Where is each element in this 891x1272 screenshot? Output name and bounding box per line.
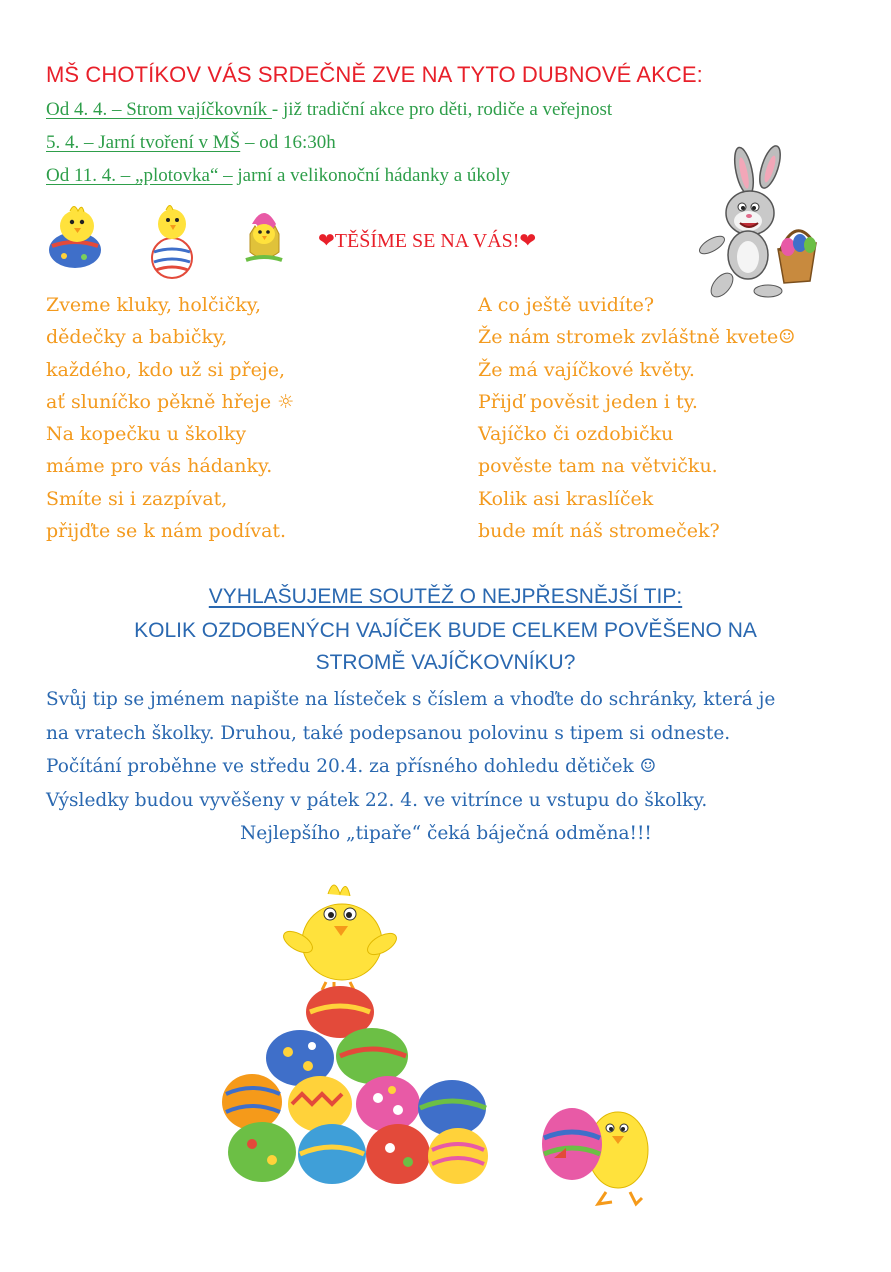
event-1-link[interactable]: Od 4. 4. – Strom vajíčkovník [46, 99, 272, 120]
easter-bunny-icon [692, 145, 822, 303]
poem-line: ať sluníčko pěkně hřeje ☼ [46, 390, 295, 413]
poem-line: každého, kdo už si přeje, [46, 358, 285, 381]
chick-hugging-egg-icon [536, 1098, 656, 1210]
contest-body-line: Výsledky budou vyvěšeny v pátek 22. 4. ve vitrínce u vstupu do školky. [46, 789, 708, 811]
poem-line: Přijď pověsit jeden i ty. [478, 390, 698, 413]
poem-line: A co ještě uvidíte? [478, 294, 655, 316]
contest-body [46, 683, 846, 851]
event-line-1 [46, 99, 612, 121]
page-title: MŠ CHOTÍKOV VÁS SRDEČNĚ ZVE NA TYTO DUBNOVÉ AKCE: [46, 62, 703, 87]
contest-body-line: Počítání proběhne ve středu 20.4. za přísného dohledu dětiček ☺ [46, 756, 657, 777]
greeting-text: TĚŠÍME SE NA VÁS! [334, 230, 520, 252]
event-2-desc: – od 16:30h [240, 132, 336, 153]
poem-line: Zveme kluky, holčičky, [46, 294, 261, 316]
event-1-desc: - již tradiční akce pro děti, rodiče a veřejnost [271, 99, 613, 120]
heart-icon: ❤ [318, 230, 335, 252]
greeting [318, 228, 536, 253]
event-2-link[interactable]: 5. 4. – Jarní tvoření v MŠ [46, 132, 241, 153]
hatching-chick-icon [244, 204, 284, 264]
egg-pile-with-chick-icon [222, 872, 502, 1202]
poem-line: pověste tam na větvičku. [478, 455, 718, 478]
poem-left [46, 289, 294, 547]
contest-question-1: KOLIK OZDOBENÝCH VAJÍČEK BUDE CELKEM POVĚŠENO NA [134, 619, 757, 642]
poem-line: bude mít náš stromeček? [478, 520, 720, 543]
contest-closing: Nejlepšího „tipaře“ čeká báječná odměna!!! [240, 823, 652, 844]
contest-body-line: Svůj tip se jménem napište na lísteček s číslem a vhoďte do schránky, která je [46, 689, 776, 710]
event-3-desc: jarní a velikonoční hádanky a úkoly [232, 165, 511, 186]
event-3-link[interactable]: Od 11. 4. – „plotovka“ – [46, 165, 233, 186]
poem-line: Na kopečku u školky [46, 423, 247, 446]
poem-right [478, 289, 795, 547]
chick-on-egg-icon [44, 200, 106, 270]
chick-on-egg-icon [148, 198, 196, 280]
poem-line: dědečky a babičky, [46, 326, 228, 349]
contest-heading [0, 585, 891, 609]
event-line-3 [46, 165, 510, 187]
heart-icon: ❤ [519, 230, 537, 252]
poem-line: Smíte si i zazpívat, [46, 487, 228, 510]
poem-line: Že má vajíčkové květy. [478, 358, 695, 381]
contest-heading-text: VYHLAŠUJEME SOUTĚŽ O NEJPŘESNĚJŠÍ TIP: [208, 585, 683, 608]
poem-line: Kolik asi kraslíček [478, 487, 654, 510]
contest-body-line: na vratech školky. Druhou, také podepsanou polovinu s tipem si odneste. [46, 722, 731, 744]
poem-line: máme pro vás hádanky. [46, 455, 273, 478]
poem-line: Že nám stromek zvláštně kvete☺ [478, 326, 796, 349]
event-line-2 [46, 132, 336, 154]
poem-line: Vajíčko či ozdobičku [478, 423, 674, 446]
poem-line: přijďte se k nám podívat. [46, 520, 287, 543]
contest-question-2: STROMĚ VAJÍČKOVNÍKU? [315, 651, 576, 674]
